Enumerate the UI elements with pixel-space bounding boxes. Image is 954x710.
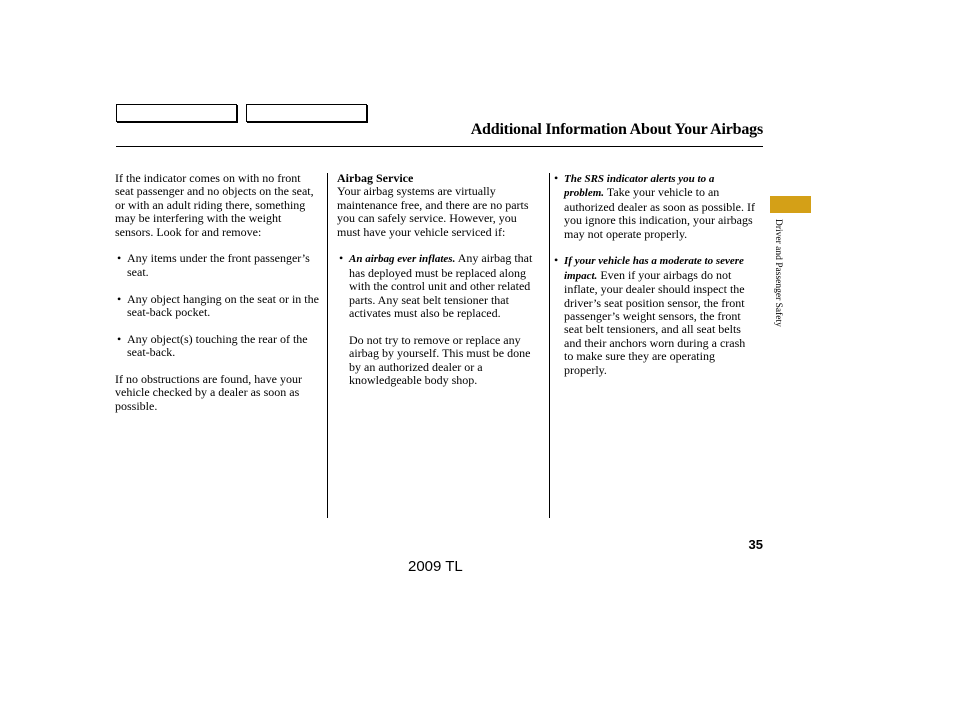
bullet-icon: • <box>554 253 559 268</box>
section-tab <box>770 196 811 213</box>
list-item <box>552 172 757 241</box>
bullet-icon: • <box>554 171 559 185</box>
list-item-text: Any airbag that has deployed must be replaced along with the control unit and other related parts. Any seat belt tensioner that activates must also be replaced. <box>349 251 533 321</box>
intro-paragraph: Your airbag systems are virtually maintenance free, and there are no parts you can safely service. However, you must have your vehicle serviced if: <box>337 184 529 239</box>
list-item <box>115 252 320 279</box>
column-2 <box>337 172 543 387</box>
list-item <box>337 252 543 320</box>
bullet-icon: • <box>117 251 122 266</box>
bullet-icon: • <box>117 331 122 346</box>
list-item <box>115 293 320 320</box>
list-item <box>115 333 320 360</box>
section-heading: Airbag Service <box>337 171 414 185</box>
bullet-icon: • <box>117 291 122 306</box>
nav-button-table-of-contents[interactable] <box>246 104 367 122</box>
bullet-lead: If your vehicle has a moderate to severe impact. <box>564 255 744 282</box>
followup-text: Do not try to remove or replace any airbag by yourself. This must be done by an authorized dealer or a knowledgeable body shop. <box>349 332 531 388</box>
bullet-icon: • <box>339 251 344 266</box>
column-3 <box>554 171 757 377</box>
bullet-lead: An airbag ever inflates. <box>349 253 456 266</box>
list-item <box>552 254 757 377</box>
intro-paragraph: If the indicator comes on with no front seat passenger and no objects on the seat, or with an adult riding there, something may be interfering with the weight sensors. Look for and remove: <box>115 171 314 239</box>
followup-paragraph <box>337 334 543 388</box>
list-item-text: Any object(s) touching the rear of the seat-back. <box>127 331 308 360</box>
title-divider <box>116 146 763 147</box>
section-label: Driver and Passenger Safety <box>773 219 783 327</box>
list-item-text: Any items under the front passenger’s seat. <box>127 251 310 279</box>
page-title: Additional Information About Your Airbags <box>470 121 763 138</box>
bullet-lead: The SRS indicator alerts you to a problem. <box>564 173 715 200</box>
closing-paragraph: If no obstructions are found, have your vehicle checked by a dealer as soon as possible. <box>115 372 302 413</box>
footer-model: 2009 TL <box>408 558 463 575</box>
nav-button-main-menu[interactable] <box>116 104 237 122</box>
column-divider <box>549 173 550 518</box>
list-item-text: Take your vehicle to an authorized dealer as soon as possible. If you ignore this indication, your airbags may not operate properly. <box>564 185 755 241</box>
column-divider <box>327 173 328 518</box>
column-1 <box>115 172 320 413</box>
list-item-text: Even if your airbags do not inflate, your dealer should inspect the driver’s seat position sensor, the front passenger’s weight sensors, the front seat belt tensioners, and all seat belts and their anchors worn during a crash to make sure they are operating properly. <box>564 267 746 377</box>
page-number: 35 <box>748 537 763 552</box>
list-item-text: Any object hanging on the seat or in the seat-back pocket. <box>127 291 319 320</box>
